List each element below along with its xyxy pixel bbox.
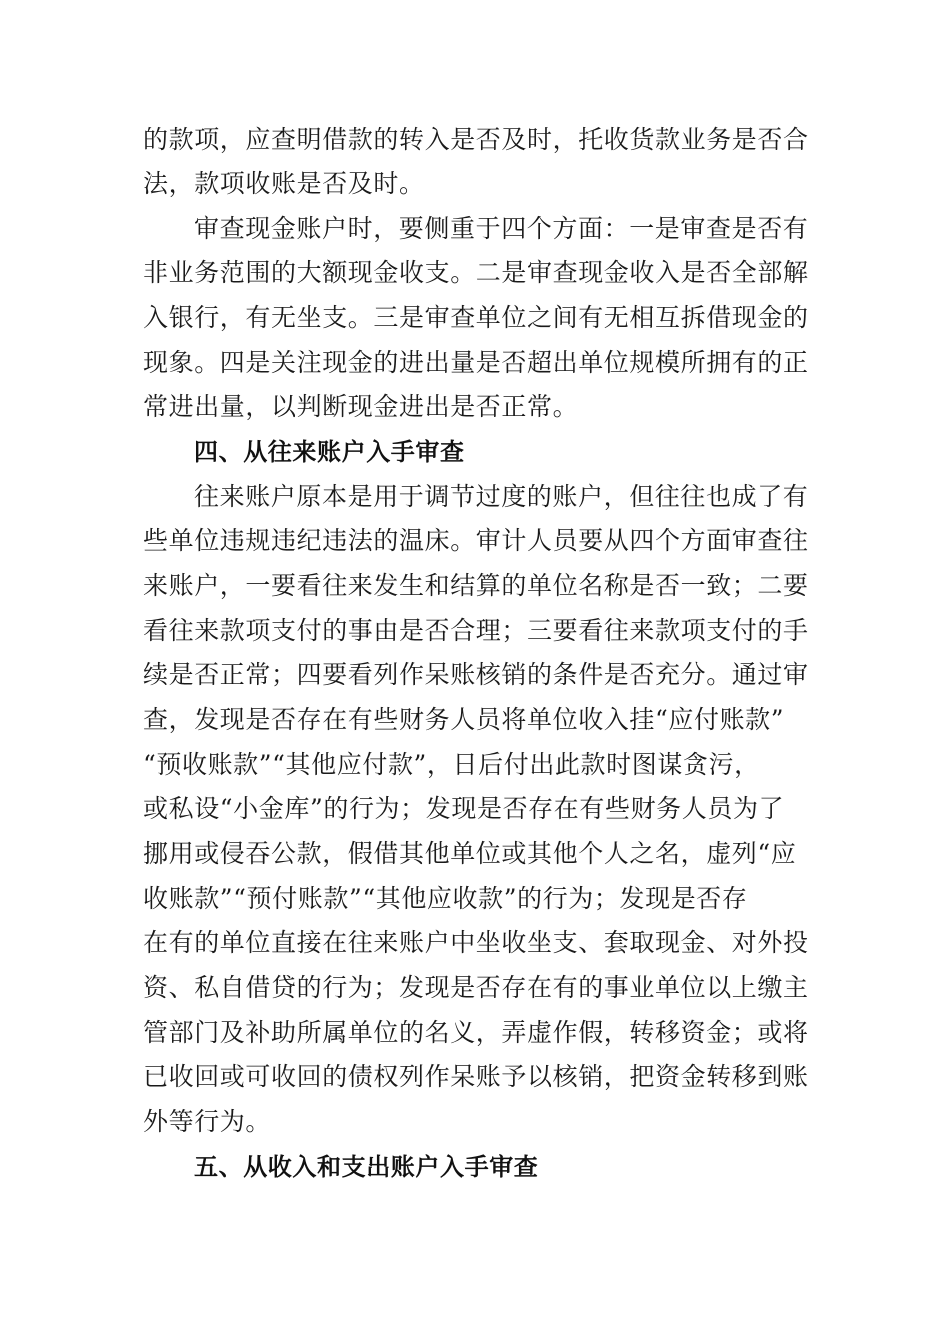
text-line: 法，款项收账是否及时。 — [143, 169, 425, 198]
section-heading-5: 五、从收入和支出账户入手审查 — [194, 1153, 539, 1181]
text-line: 续是否正常；四要看列作呆账核销的条件是否充分。通过审 — [143, 660, 809, 689]
text-line: 收账款”“预付账款”“其他应收款”的行为；发现是否存 — [143, 884, 748, 913]
text-line: “预收账款”“其他应付款”，日后付出此款时图谋贪污， — [143, 750, 760, 779]
text-line: 往来账户原本是用于调节过度的账户，但往往也成了有 — [194, 482, 809, 511]
text-line: 外等行为。 — [143, 1107, 272, 1136]
text-line: 来账户，一要看往来发生和结算的单位名称是否一致；二要 — [143, 571, 809, 600]
text-line: 常进出量，以判断现金进出是否正常。 — [143, 392, 579, 421]
text-line: 审查现金账户时，要侧重于四个方面：一是审查是否有 — [194, 214, 809, 243]
section-heading-4: 四、从往来账户入手审查 — [194, 438, 465, 466]
text-line: 入银行，有无坐支。三是审查单位之间有无相互拆借现金的 — [143, 303, 809, 332]
text-line: 看往来款项支付的事由是否合理；三要看往来款项支付的手 — [143, 616, 809, 645]
text-line: 管部门及补助所属单位的名义，弄虚作假，转移资金；或将 — [143, 1018, 809, 1047]
text-line: 已收回或可收回的债权列作呆账予以核销，把资金转移到账 — [143, 1062, 809, 1091]
text-line: 查，发现是否存在有些财务人员将单位收入挂“应付账款” — [143, 705, 785, 734]
text-line: 资、私自借贷的行为；发现是否存在有的事业单位以上缴主 — [143, 973, 809, 1002]
text-line: 挪用或侵吞公款，假借其他单位或其他个人之名，虚列“应 — [143, 839, 797, 868]
text-line: 或私设“小金库”的行为；发现是否存在有些财务人员为了 — [143, 794, 785, 823]
text-line: 在有的单位直接在往来账户中坐收坐支、套取现金、对外投 — [143, 928, 809, 957]
text-line: 现象。四是关注现金的进出量是否超出单位规模所拥有的正 — [143, 348, 809, 377]
text-line: 些单位违规违纪违法的温床。审计人员要从四个方面审查往 — [143, 526, 809, 555]
text-line: 的款项，应查明借款的转入是否及时，托收货款业务是否合 — [143, 125, 809, 154]
text-line: 非业务范围的大额现金收支。二是审查现金收入是否全部解 — [143, 258, 809, 287]
